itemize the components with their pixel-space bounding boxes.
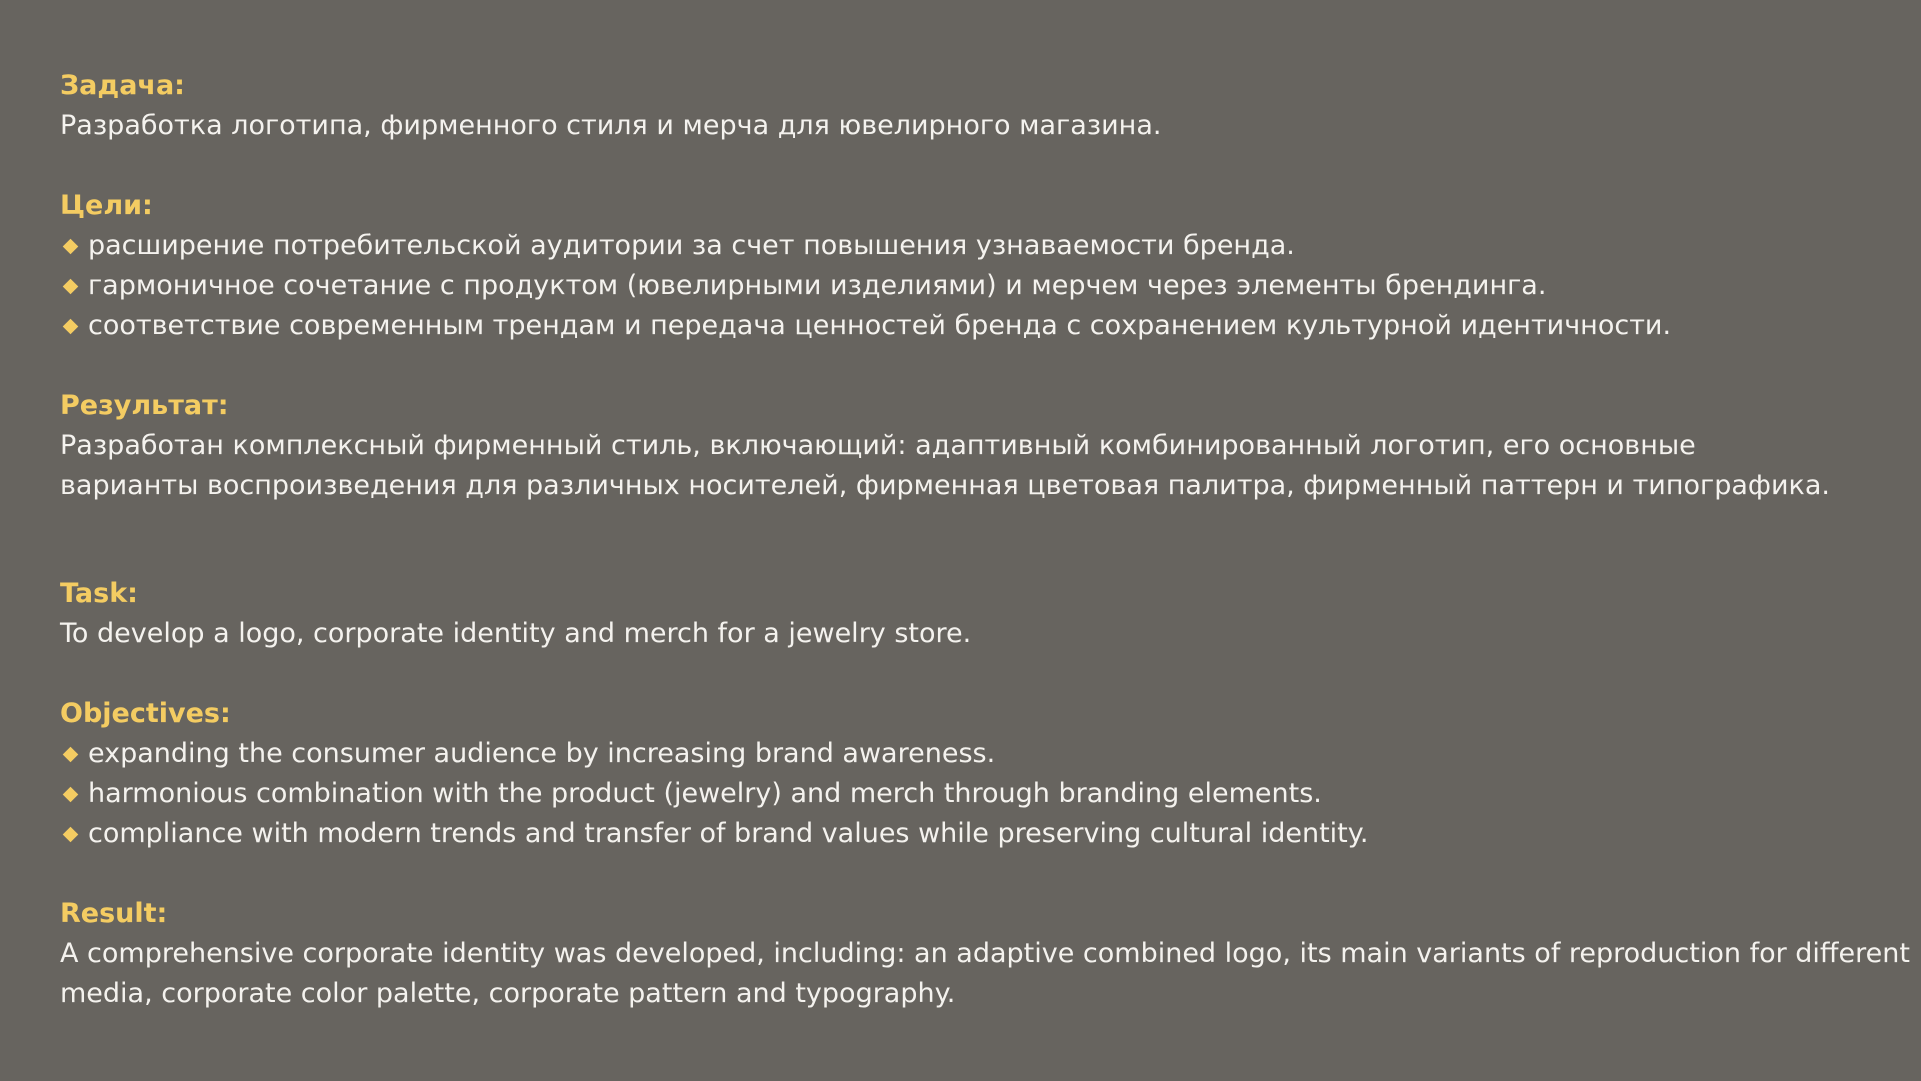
diamond-bullet-icon [63,787,79,803]
en-goals-list [60,734,1860,854]
diamond-bullet-icon [63,239,79,255]
en-task-section [60,574,1860,654]
ru-result-heading: Результат: [60,390,229,421]
en-task-heading: Task: [60,578,138,609]
ru-task-section [60,66,1860,146]
en-result-section [60,894,1910,1014]
ru-task-text: Разработка логотипа, фирменного стиля и мерча для ювелирного магазина. [60,110,1162,141]
spacer [60,654,1860,694]
ru-goal-text: расширение потребительской аудитории за счет повышения узнаваемости бренда. [88,230,1295,261]
ru-result-section [60,386,1860,506]
list-item [60,814,1860,854]
ru-goals-section [60,186,1860,346]
spacer [60,854,1860,894]
list-item [60,734,1860,774]
en-result-heading: Result: [60,898,168,929]
list-item [60,774,1860,814]
diamond-bullet-icon [63,319,79,335]
spacer [60,146,1860,186]
ru-result-line-1: Разработан комплексный фирменный стиль, включающий: адаптивный комбинированный логотип, его основные [60,430,1696,461]
en-goals-heading: Objectives: [60,698,231,729]
diamond-bullet-icon [63,827,79,843]
diamond-bullet-icon [63,747,79,763]
ru-goals-heading: Цели: [60,190,153,221]
en-result-line-1: A comprehensive corporate identity was developed, including: an adaptive combined logo, its main variants of reproduction for different [60,938,1910,969]
spacer [60,346,1860,386]
ru-result-line-2: варианты воспроизведения для различных носителей, фирменная цветовая палитра, фирменный паттерн и типографика. [60,470,1830,501]
en-result-line-2: media, corporate color palette, corporate pattern and typography. [60,978,956,1009]
en-goals-section [60,694,1860,854]
en-task-text: To develop a logo, corporate identity and merch for a jewelry store. [60,618,972,649]
en-goal-text: expanding the consumer audience by increasing brand awareness. [88,738,996,769]
list-item [60,226,1860,266]
ru-goals-list [60,226,1860,346]
ru-goal-text: соответствие современным трендам и передача ценностей бренда с сохранением культурной идентичности. [88,310,1672,341]
en-goal-text: harmonious combination with the product (jewelry) and merch through branding elements. [88,778,1322,809]
en-goal-text: compliance with modern trends and transfer of brand values while preserving cultural identity. [88,818,1369,849]
ru-goal-text: гармоничное сочетание с продуктом (ювелирными изделиями) и мерчем через элементы брендинга. [88,270,1547,301]
list-item [60,306,1860,346]
ru-task-heading: Задача: [60,70,185,101]
diamond-bullet-icon [63,279,79,295]
list-item [60,266,1860,306]
content [60,66,1910,1014]
spacer [60,506,1860,574]
